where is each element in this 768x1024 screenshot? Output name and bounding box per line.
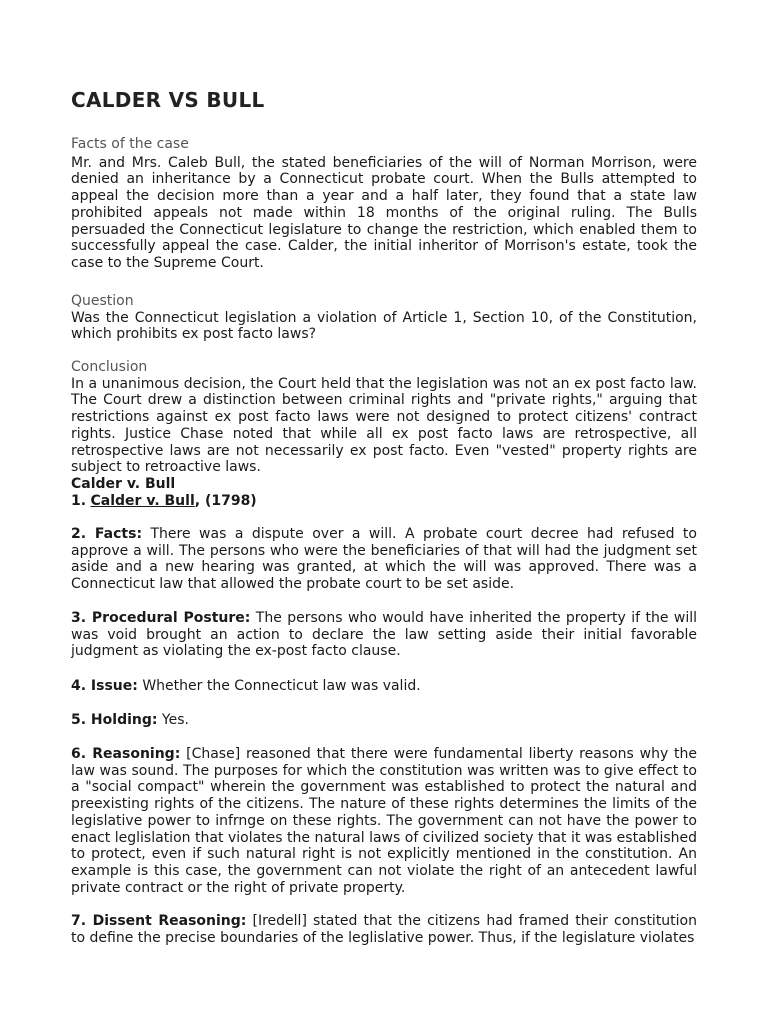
brief-text: The persons who would have inherited the property if the will was void brought an action to declare the law setting aside their initial favorable judgment as violating the ex-post facto clause.	[71, 610, 697, 660]
brief-section-issue	[71, 678, 697, 695]
brief-section-facts	[71, 526, 697, 593]
conclusion-section	[71, 359, 697, 509]
document-title: CALDER VS BULL	[71, 88, 265, 112]
question-section	[71, 293, 697, 343]
brief-label: 6. Reasoning:	[71, 746, 181, 762]
brief-section-procedural-posture	[71, 610, 697, 660]
conclusion-label: Conclusion	[71, 359, 148, 375]
brief-section-dissent-reasoning	[71, 913, 697, 946]
brief-label: 4. Issue:	[71, 678, 138, 694]
brief-text: Yes.	[157, 712, 189, 728]
brief-section-reasoning	[71, 746, 697, 896]
brief-label: 3. Procedural Posture:	[71, 610, 251, 626]
brief-paragraph	[71, 678, 697, 695]
question-label: Question	[71, 293, 134, 309]
brief-label: 2. Facts:	[71, 526, 143, 542]
brief-text: [Chase] reasoned that there were fundamental liberty reasons why the law was sound. The purposes for which the constitution was written was to give effect to a "social compact" wherein the government was established to protect the natural and preexisting rights of the citizens. The nature of these rights determines the limits of the legislative power to infrnge on these rights. The government can not have the power to enact leglislation that violates the natural laws of civilized society that it was established to protect, even if such natural right is not explicitly mentioned in the constitution. An example is this case, the government can not violate the right of an antecedent lawful private contract or the right of private property.	[71, 746, 698, 896]
brief-text: Whether the Connecticut law was valid.	[137, 678, 421, 694]
case-name: Calder v. Bull	[90, 492, 195, 509]
facts-section	[71, 136, 697, 272]
brief-paragraph	[71, 526, 697, 593]
case-citation	[71, 493, 697, 510]
brief-paragraph	[71, 746, 697, 896]
brief-text: There was a dispute over a will. A probate court decree had refused to approve a will. The persons who were the beneficiaries of that will had the judgment set aside and a new hearing was granted, at which the will was approved. There was a Connecticut law that allowed the probate court to be set aside.	[71, 526, 697, 593]
facts-label: Facts of the case	[71, 136, 189, 152]
brief-text: [Iredell] stated that the citizens had framed their constitution to define the precise boundaries of the leglislative power. Thus, if the legislature violates	[71, 913, 697, 946]
question-text: Was the Connecticut legislation a violation of Article 1, Section 10, of the Constitution, which prohibits ex post facto laws?	[71, 309, 697, 343]
brief-paragraph	[71, 610, 697, 660]
brief-heading: Calder v. Bull	[71, 475, 176, 492]
brief-label: 7. Dissent Reasoning:	[71, 913, 247, 929]
brief-section-holding	[71, 712, 697, 729]
brief-paragraph	[71, 712, 697, 729]
facts-text: Mr. and Mrs. Caleb Bull, the stated beneficiaries of the will of Norman Morrison, were denied an inheritance by a Connecticut probate court. When the Bulls attempted to appeal the decision more than a year and a half later, they found that a state law prohibited appeals not made within 18 months of the original ruling. The Bulls persuaded the Connecticut legislature to change the restriction, which enabled them to successfully appeal the case. Calder, the initial inheritor of Morrison's estate, took the case to the Supreme Court.	[71, 154, 697, 271]
conclusion-text: In a unanimous decision, the Court held that the legislation was not an ex post facto law. The Court drew a distinction between criminal rights and "private rights," arguing that restrictions against ex post facto laws were not designed to protect citizens' contract rights. Justice Chase noted that while all ex post facto laws are retrospective, all retrospective laws are not necessarily ex post facto. Even "vested" property rights are subject to retroactive laws.	[71, 375, 697, 476]
brief-paragraph	[71, 913, 697, 946]
brief-label: 5. Holding:	[71, 712, 158, 728]
case-number: 1.	[71, 492, 87, 509]
case-year: , (1798)	[194, 492, 257, 509]
